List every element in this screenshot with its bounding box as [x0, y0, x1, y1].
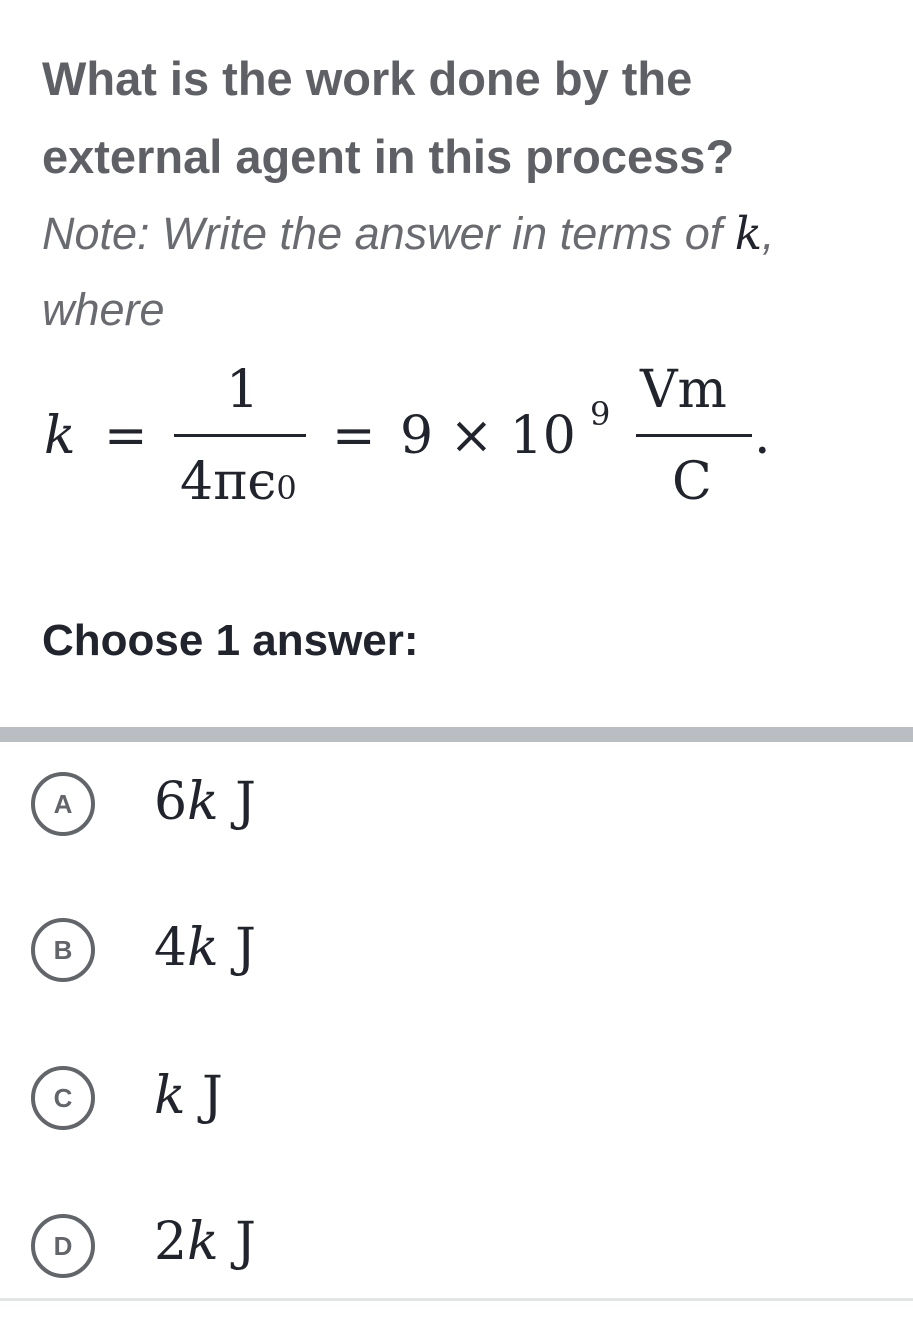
option-c-unit: J: [202, 1066, 223, 1126]
fraction2-denominator: C: [672, 452, 712, 512]
fraction1-denominator-main: 4πϵ: [180, 452, 277, 512]
note-variable: k: [734, 207, 763, 260]
option-b-text: [154, 918, 256, 978]
question-line-2: external agent in this process?: [42, 130, 735, 183]
choose-answer-prompt: Choose 1 answer:: [42, 616, 419, 665]
option-b-letter-badge: B: [31, 918, 95, 982]
note-line-1: [42, 196, 902, 272]
answer-option-a[interactable]: [0, 732, 913, 872]
option-a-letter-badge: A: [31, 772, 95, 836]
note-suffix: ,: [762, 208, 775, 259]
fraction2-numerator: Vm: [640, 360, 727, 420]
note-prefix: Note: Write the answer in terms of: [42, 208, 735, 259]
fraction1-denominator-subscript: 0: [276, 469, 297, 507]
fraction1-denominator: [180, 452, 297, 512]
formula-lhs-k: k: [44, 406, 76, 466]
option-d-unit: J: [235, 1212, 256, 1272]
answer-option-c[interactable]: [0, 1026, 913, 1166]
fraction2-bar: [636, 434, 752, 437]
option-d-coef: 2: [154, 1212, 188, 1272]
formula-equals-2: =: [332, 406, 376, 466]
formula-period: .: [754, 406, 771, 466]
formula-equals-1: =: [104, 406, 148, 466]
note-line-2: where: [42, 284, 165, 335]
coulomb-constant-formula: [42, 352, 842, 522]
answers-bottom-divider: [0, 1298, 913, 1301]
option-c-letter-badge: C: [31, 1066, 95, 1130]
formula-exponent: 9: [590, 395, 611, 433]
option-a-coef: 6: [154, 772, 188, 832]
option-c-var: k: [154, 1066, 186, 1126]
option-b-var: k: [187, 918, 219, 978]
fraction1-numerator: 1: [226, 360, 260, 420]
option-a-var: k: [187, 772, 219, 832]
answer-option-d[interactable]: [0, 1172, 913, 1312]
fraction1-bar: [174, 434, 306, 437]
option-a-unit: J: [235, 772, 256, 832]
option-b-unit: J: [235, 918, 256, 978]
option-c-text: [154, 1066, 223, 1126]
option-d-letter-badge: D: [31, 1214, 95, 1278]
formula-coefficient: 9 × 10: [400, 406, 576, 466]
option-a-text: [154, 772, 256, 832]
option-d-text: [154, 1212, 256, 1272]
option-b-coef: 4: [154, 918, 188, 978]
option-d-var: k: [187, 1212, 219, 1272]
question-text: [42, 40, 902, 348]
question-line-1: What is the work done by the: [42, 52, 693, 105]
answer-option-b[interactable]: [0, 880, 913, 1020]
